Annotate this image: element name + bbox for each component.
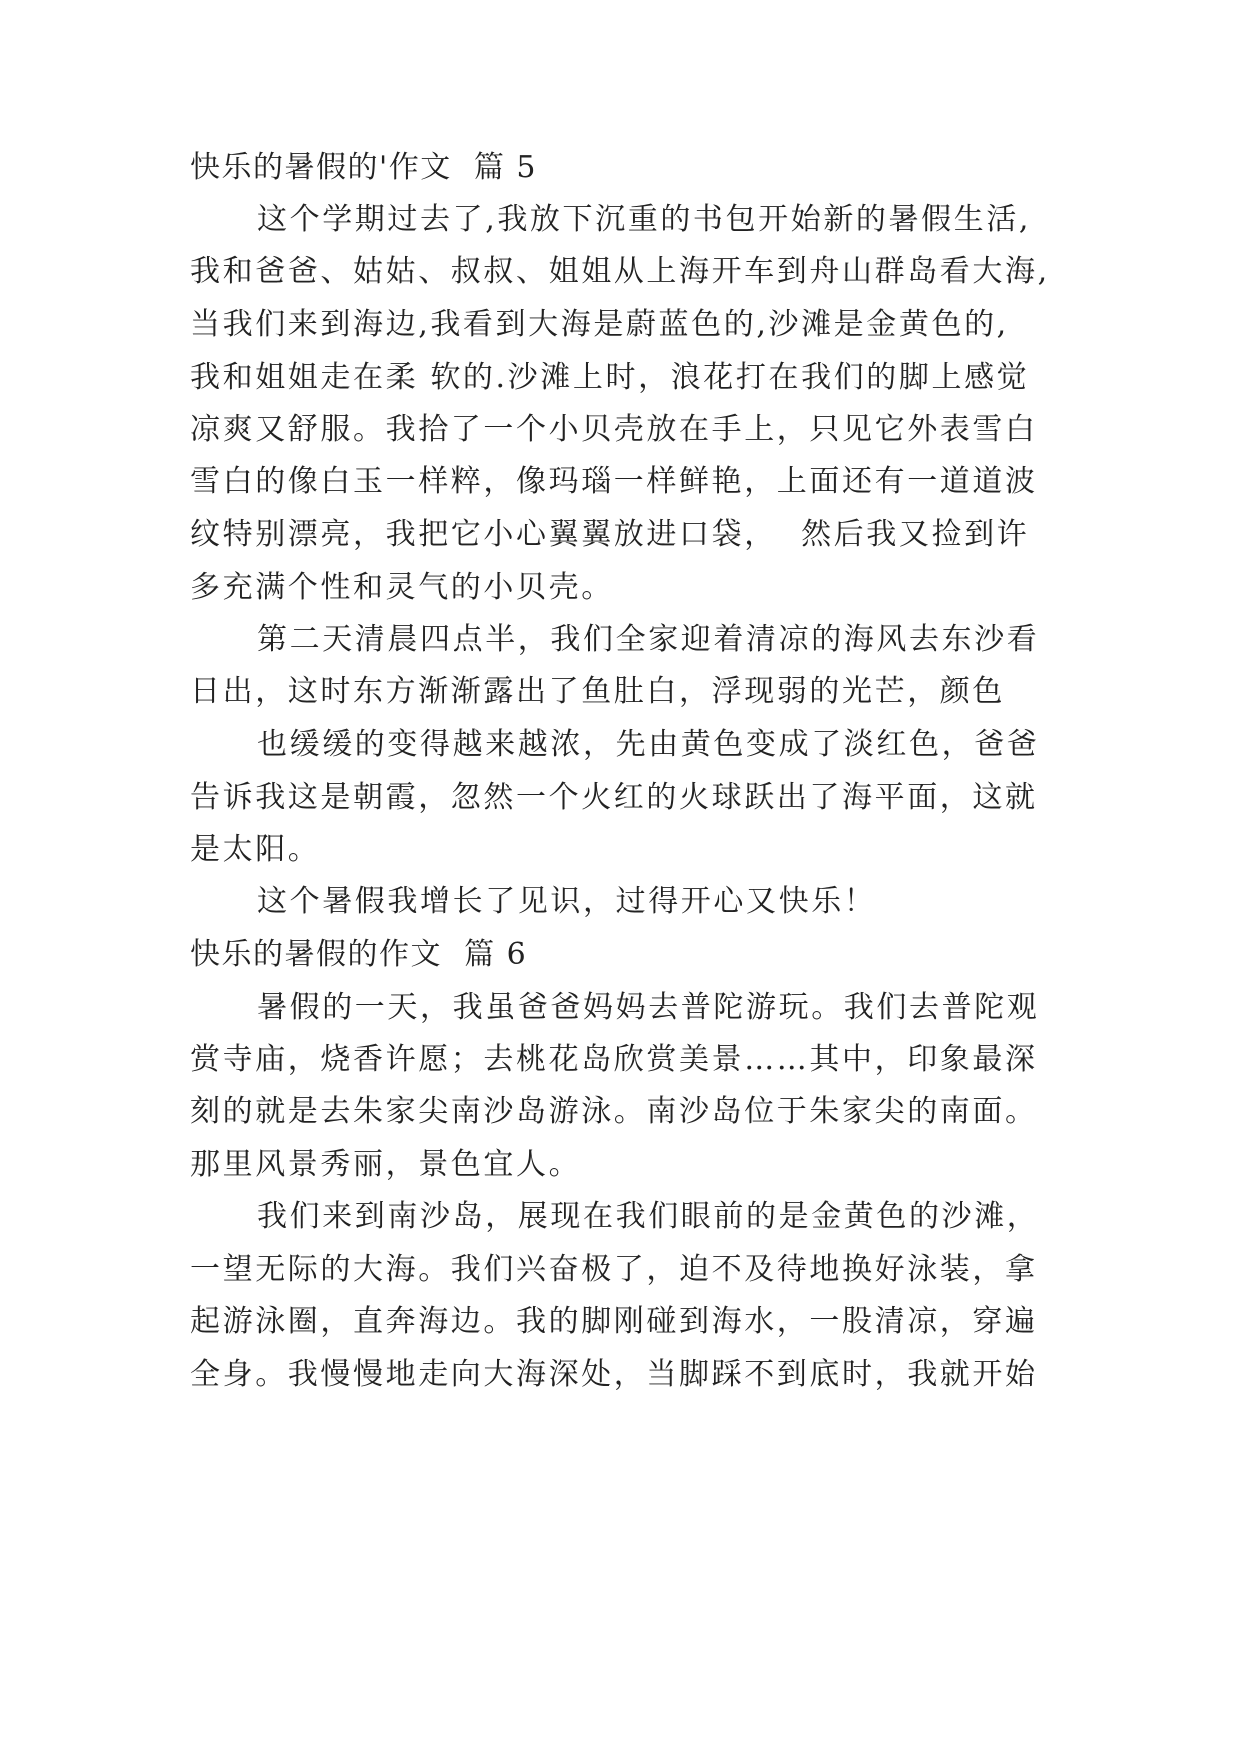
paragraph-line: 日出，这时东方渐渐露出了鱼肚白，浮现弱的光芒，颜色 [190, 674, 1005, 709]
paragraph-line: 当我们来到海边,我看到大海是蔚蓝色的,沙滩是金黄色的, [190, 307, 1009, 342]
paragraph-line: 这个暑假我增长了见识，过得开心又快乐！ [257, 884, 877, 919]
paragraph-line: 纹特别漂亮，我把它小心翼翼放进口袋， 然后我又捡到许 [190, 517, 1030, 552]
section-5-heading: 快乐的暑假的'作文 篇 5 [190, 150, 537, 185]
paragraph-line: 是太阳。 [190, 832, 321, 867]
paragraph-line: 全身。我慢慢地走向大海深处，当脚踩不到底时，我就开始 [190, 1357, 1038, 1392]
paragraph-line: 赏寺庙，烧香许愿；去桃花岛欣赏美景……其中，印象最深 [190, 1042, 1038, 1077]
paragraph-line: 我和姐姐走在柔 软的.沙滩上时，浪花打在我们的脚上感觉 [190, 360, 1030, 395]
paragraph-line: 暑假的一天，我虽爸爸妈妈去普陀游玩。我们去普陀观 [257, 990, 1040, 1025]
paragraph-line: 也缓缓的变得越来越浓，先由黄色变成了淡红色，爸爸 [257, 727, 1040, 762]
paragraph-line: 这个学期过去了,我放下沉重的书包开始新的暑假生活, [257, 202, 1032, 237]
paragraph-line: 我们来到南沙岛，展现在我们眼前的是金黄色的沙滩， [257, 1199, 1040, 1234]
paragraph-line: 起游泳圈，直奔海边。我的脚刚碰到海水，一股清凉，穿遍 [190, 1304, 1038, 1339]
paragraph-line: 凉爽又舒服。我拾了一个小贝壳放在手上，只见它外表雪白 [190, 412, 1038, 447]
paragraph-line: 告诉我这是朝霞，忽然一个火红的火球跃出了海平面，这就 [190, 780, 1038, 815]
paragraph-line: 多充满个性和灵气的小贝壳。 [190, 570, 614, 605]
paragraph-line: 雪白的像白玉一样粹，像玛瑙一样鲜艳，上面还有一道道波 [190, 464, 1038, 499]
paragraph-line: 刻的就是去朱家尖南沙岛游泳。南沙岛位于朱家尖的南面。 [190, 1094, 1038, 1129]
section-6-heading: 快乐的暑假的作文 篇 6 [190, 937, 528, 972]
paragraph-line: 那里风景秀丽，景色宜人。 [190, 1147, 582, 1182]
paragraph-line: 我和爸爸、姑姑、叔叔、姐姐从上海开车到舟山群岛看大海, [190, 254, 1050, 289]
paragraph-line: 第二天清晨四点半，我们全家迎着清凉的海风去东沙看 [257, 622, 1040, 657]
paragraph-line: 一望无际的大海。我们兴奋极了，迫不及待地换好泳装，拿 [190, 1252, 1038, 1287]
